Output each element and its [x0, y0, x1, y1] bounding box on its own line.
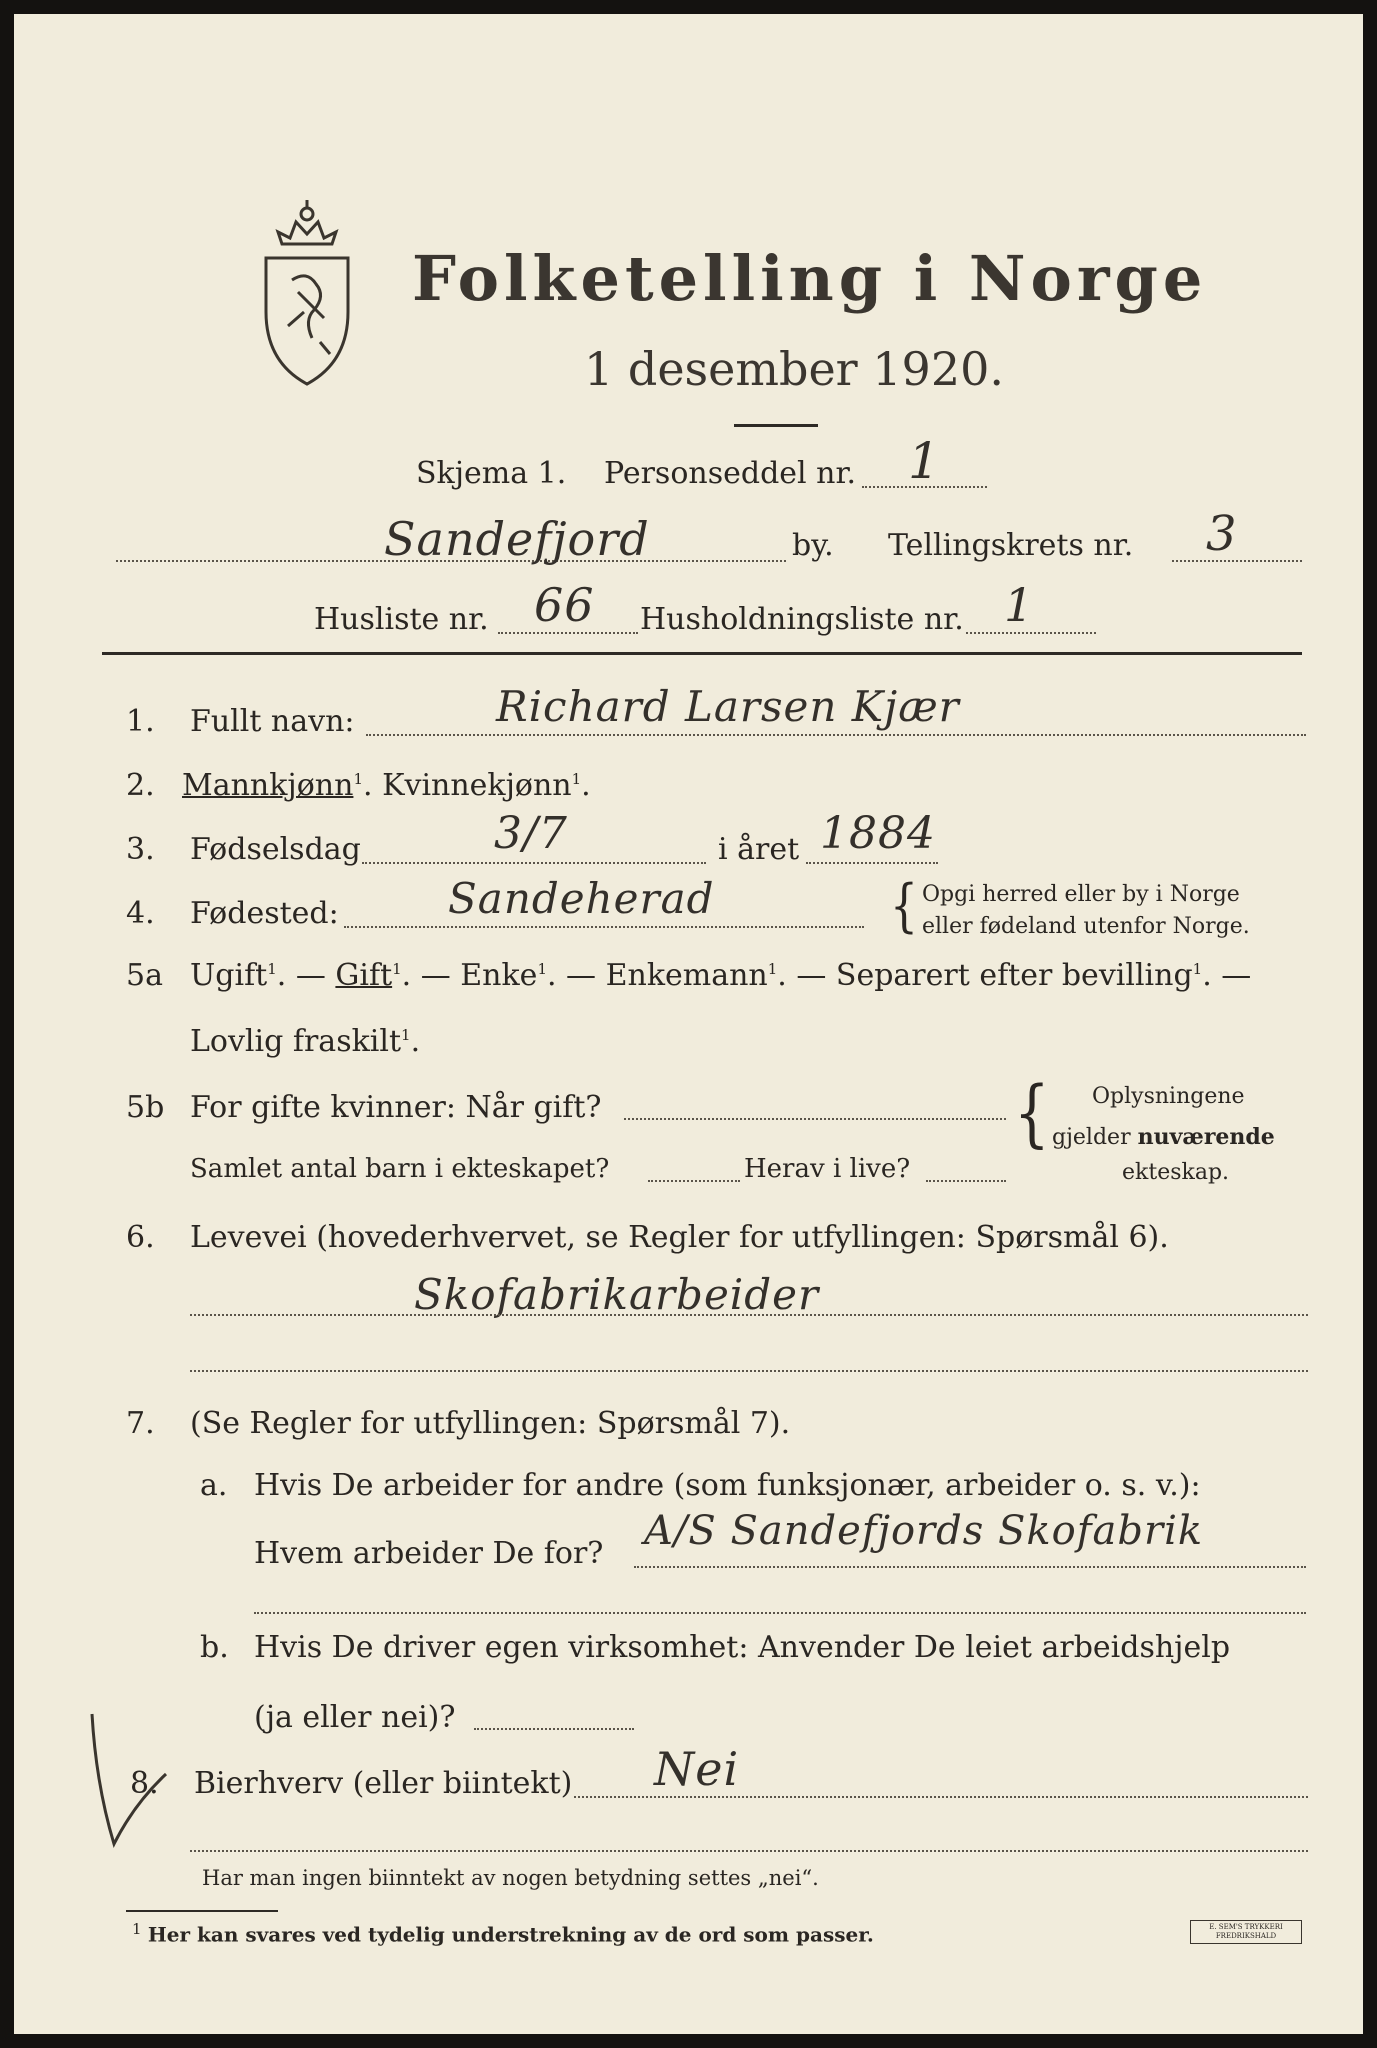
q5a-options: Ugift$^1$. — Gift$^1$. — Enke$^1$. — Enkemann$^1$. — Separert efter bevilling$^1$. — [190, 958, 1252, 993]
husliste-line [498, 632, 638, 634]
q6-line1 [190, 1314, 1308, 1316]
q3-year-line [806, 862, 938, 864]
footnote-ref: 1 [353, 770, 363, 788]
title-divider [734, 424, 818, 427]
q8-number: 8. [130, 1766, 159, 1801]
q8-label: Bierhverv (eller biintekt) [194, 1766, 573, 1801]
footnote-divider [126, 1910, 278, 1912]
q5b-children-line [648, 1180, 740, 1182]
q5b-line1-dots [624, 1118, 1006, 1120]
q5a-number: 5a [126, 958, 163, 993]
q4-label: Fødested: [190, 896, 339, 931]
husholdningsliste-label: Husholdningsliste nr. [640, 602, 964, 637]
q7a-line2: Hvem arbeider De for? [254, 1536, 604, 1571]
q7b-letter: b. [200, 1630, 229, 1665]
female-option[interactable]: Kvinnekjønn [382, 768, 572, 803]
q7a-answer-line [634, 1566, 1306, 1568]
birthdate-value[interactable]: 3/7 [494, 808, 568, 859]
q7b-answer-line [474, 1728, 634, 1730]
q7a-line-extra [254, 1612, 1306, 1614]
by-label: by. [792, 528, 834, 563]
q6-label: Levevei (hovederhvervet, se Regler for utfyllingen: Spørsmål 6). [190, 1220, 1169, 1255]
q4-line [344, 926, 864, 928]
employer-value[interactable]: A/S Sandefjords Skofabrik [644, 1508, 1204, 1554]
option-fraskilt[interactable]: Lovlig fraskilt [190, 1024, 402, 1059]
personseddel-label: Personseddel nr. [604, 456, 857, 491]
q1-line [366, 734, 1306, 736]
q5b-note-line3: ekteskap. [1122, 1160, 1230, 1185]
option-enkemann[interactable]: Enkemann [605, 958, 768, 993]
skjema-label: Skjema 1. [416, 456, 567, 491]
full-name-value[interactable]: Richard Larsen Kjær [496, 682, 960, 731]
q4-note-line1: Opgi herred eller by i Norge [922, 882, 1240, 907]
q1-number: 1. [126, 704, 155, 739]
q7a-line1: Hvis De arbeider for andre (som funksjonær, arbeider o. s. v.): [254, 1468, 1201, 1503]
q7-label: (Se Regler for utfyllingen: Spørsmål 7). [190, 1406, 791, 1441]
footnote-mark: 1 [132, 1920, 142, 1938]
personseddel-value[interactable]: 1 [908, 432, 941, 490]
coat-of-arms-icon [252, 192, 362, 392]
male-option[interactable]: Mannkjønn [182, 768, 354, 803]
check-mark-icon [74, 1704, 174, 1854]
q7b-line2: (ja eller nei)? [254, 1700, 456, 1735]
footnote-ref: 1 [571, 770, 582, 788]
q5b-number: 5b [126, 1090, 165, 1125]
occupation-value[interactable]: Skofabrikarbeider [414, 1270, 820, 1319]
nei-note: Har man ingen biinntekt av nogen betydning settes „nei“. [202, 1866, 819, 1890]
husliste-value[interactable]: 66 [534, 578, 595, 632]
q4-note-line2: eller fødeland utenfor Norge. [922, 914, 1250, 939]
q5a-line2: Lovlig fraskilt$^1$. [190, 1024, 421, 1059]
side-income-value[interactable]: Nei [654, 1742, 740, 1796]
q5b-note-line1: Oplysningene [1092, 1084, 1245, 1109]
q4-brace: { [890, 872, 918, 940]
q4-number: 4. [126, 896, 155, 931]
husholdningsliste-line [966, 632, 1096, 634]
q5b-note-line2: gjelder nuværende [1052, 1124, 1275, 1150]
q5b-alive-line [926, 1180, 1006, 1182]
option-enke[interactable]: Enke [460, 958, 538, 993]
footnote: $^1$ Her kan svares ved tydelig understrekning av de ord som passer. [132, 1920, 874, 1947]
option-separert[interactable]: Separert efter bevilling [835, 958, 1193, 993]
q2-number: 2. [126, 768, 155, 803]
q7a-letter: a. [200, 1468, 228, 1503]
birthplace-value[interactable]: Sandeherad [448, 874, 715, 923]
q8-line-extra [190, 1850, 1308, 1852]
husliste-label: Husliste nr. [314, 602, 489, 637]
q7b-line1: Hvis De driver egen virksomhet: Anvender De leiet arbeidshjelp [254, 1630, 1231, 1665]
q1-label: Fullt navn: [190, 704, 355, 739]
q3-label: Fødselsdag [190, 832, 361, 867]
q5b-line1: For gifte kvinner: Når gift? [190, 1090, 602, 1125]
q6-number: 6. [126, 1220, 155, 1255]
q3-number: 3. [126, 832, 155, 867]
town-value[interactable]: Sandefjord [384, 512, 650, 566]
form-title: Folketelling i Norge [412, 242, 1208, 315]
q7-number: 7. [126, 1406, 155, 1441]
q2-options: Mannkjønn$^1$. Kvinnekjønn$^1$. [182, 768, 591, 803]
birth-year-value[interactable]: 1884 [820, 808, 936, 859]
q5b-brace: { [1014, 1071, 1050, 1156]
printer-stamp: E. SEM'S TRYKKERI FREDRIKSHALD [1190, 1920, 1302, 1944]
header-divider [102, 652, 1302, 655]
option-ugift[interactable]: Ugift [190, 958, 268, 993]
husholdningsliste-value[interactable]: 1 [1004, 578, 1035, 632]
q5b-line2a: Samlet antal barn i ekteskapet? [190, 1154, 610, 1184]
q3-year-label: i året [718, 832, 800, 867]
q3-line [362, 862, 706, 864]
q6-line2 [190, 1370, 1308, 1372]
tellingskrets-label: Tellingskrets nr. [888, 528, 1134, 563]
census-date: 1 desember 1920. [584, 342, 1004, 396]
q8-line [574, 1796, 1308, 1798]
tellingskrets-value[interactable]: 3 [1206, 506, 1238, 562]
q5b-line2b: Herav i live? [744, 1154, 911, 1184]
option-gift[interactable]: Gift [335, 958, 393, 993]
